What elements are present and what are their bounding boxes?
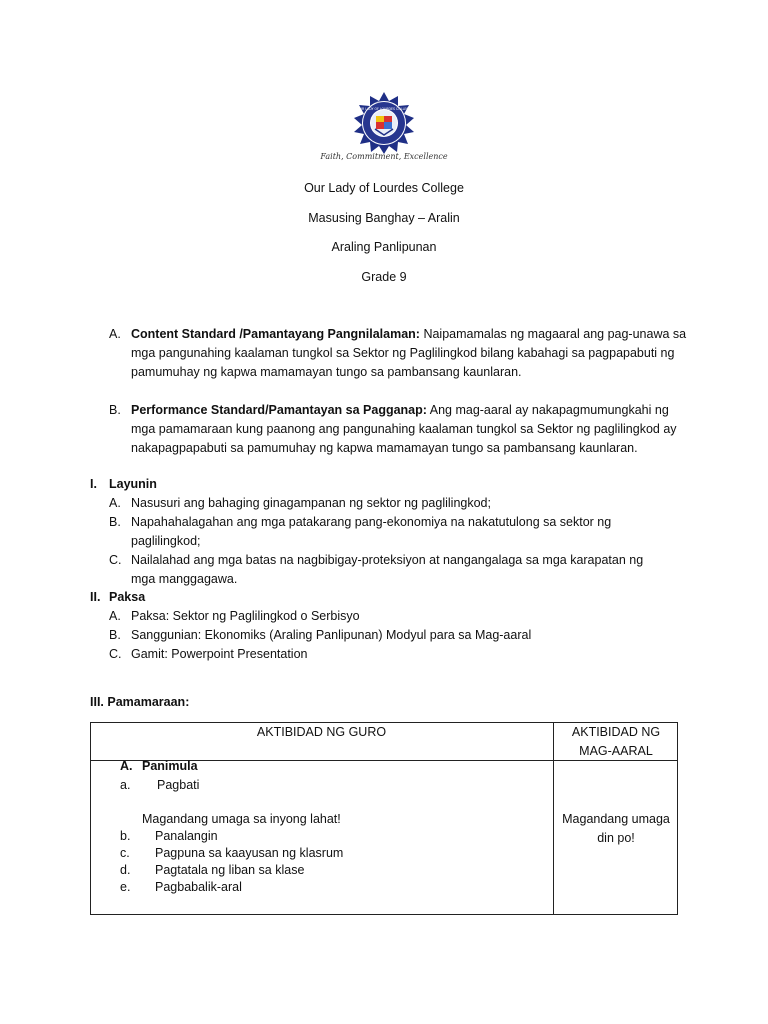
performance-standard-label: Performance Standard/Pamantayan sa Pagganap: [131, 403, 427, 417]
paksa-marker: II. [90, 590, 101, 604]
step-item: Pagpuna sa kaayusan ng klasrum [155, 846, 344, 860]
student-response-line-1: Magandang umaga [562, 812, 670, 826]
student-response-line-2: din po! [597, 831, 635, 845]
column-header-magaaral [554, 723, 678, 761]
layunin-heading: Layunin [109, 477, 157, 491]
column-header-magaaral-line-1: AKTIBIDAD NG [571, 725, 661, 739]
panimula-marker: A. [120, 759, 133, 773]
panimula-heading: Panimula [142, 759, 198, 773]
layunin-item-line: Napahahalagahan ang mga patakarang pang-ekonomiya na nakatutulong sa sektor ng [131, 515, 612, 529]
layunin-item-marker: C. [109, 553, 122, 567]
layunin-item [131, 513, 691, 551]
layunin-marker: I. [90, 477, 97, 491]
student-response [554, 810, 678, 848]
paksa-heading: Paksa [109, 590, 146, 604]
pagbati-label: Pagbati [157, 778, 200, 792]
layunin-item [131, 494, 691, 513]
step-item: Pagtatala ng liban sa klase [155, 863, 305, 877]
standard-a-marker: A. [109, 327, 121, 341]
grade-level: Grade 9 [361, 270, 407, 284]
school-seal-icon [338, 92, 430, 154]
content-standard-line-3: pamumuhay ng kapwa mamamayan tungo sa pambansang kaunlaran. [131, 365, 522, 379]
content-standard-label: Content Standard /Pamantayang Pangnilalaman: [131, 327, 420, 341]
performance-standard-line-2: mga pamamaraan kung paanong ang pangunahing kaalaman tungkol sa Sektor ng paglilingkod ay [131, 422, 677, 436]
pagbati-marker: a. [120, 778, 131, 792]
performance-standard-line-3: nakapagpapabuti sa pamumuhay ng kapwa mamamayan tungo sa pambansang kaunlaran. [131, 441, 638, 455]
content-standard-line-2: mga pangunahing kaalaman tungkol sa Sektor ng Paglilingkod bilang kabahagi sa pagpapabuti ng [131, 346, 675, 360]
content-standard [131, 325, 691, 382]
paksa-item: Paksa: Sektor ng Paglilingkod o Serbisyo [131, 609, 360, 623]
content-standard-line-1: Naipamamalas ng magaaral ang pag-unawa sa [423, 327, 687, 341]
step-marker: c. [120, 846, 130, 860]
pamamaraan-heading: III. Pamamaraan: [90, 695, 190, 709]
standard-b-marker: B. [109, 403, 121, 417]
step-marker: b. [120, 829, 131, 843]
paksa-item-marker: A. [109, 609, 121, 623]
performance-standard [131, 401, 691, 458]
paksa-item-marker: B. [109, 628, 121, 642]
layunin-item-marker: A. [109, 496, 121, 510]
paksa-item: Gamit: Powerpoint Presentation [131, 647, 308, 661]
teacher-greeting: Magandang umaga sa inyong lahat! [142, 812, 341, 826]
layunin-item-marker: B. [109, 515, 121, 529]
paksa-item: Sanggunian: Ekonomiks (Araling Panlipunan) Modyul para sa Mag-aaral [131, 628, 532, 642]
step-item: Panalangin [155, 829, 218, 843]
layunin-item-line: mga manggagawa. [131, 572, 238, 586]
layunin-item-line: Nailalahad ang mga batas na nagbibigay-proteksiyon at nangangalaga sa mga karapatan ng [131, 553, 644, 567]
paksa-item-marker: C. [109, 647, 122, 661]
step-item: Pagbabalik-aral [155, 880, 242, 894]
column-header-magaaral-line-2: MAG-AARAL [579, 744, 653, 758]
layunin-item-line: paglilingkod; [131, 534, 201, 548]
document-type: Masusing Banghay – Aralin [308, 211, 460, 225]
column-header-guro: AKTIBIDAD NG GURO [256, 725, 387, 739]
layunin-item-line: Nasusuri ang bahaging ginagampanan ng sektor ng paglilingkod; [131, 496, 491, 510]
step-marker: d. [120, 863, 131, 877]
layunin-item [131, 551, 691, 589]
performance-standard-line-1: Ang mag-aaral ay nakapagmumungkahi ng [429, 403, 669, 417]
subject-title: Araling Panlipunan [331, 240, 437, 254]
logo-motto: Faith, Commitment, Excellence [320, 152, 448, 161]
school-name: Our Lady of Lourdes College [304, 181, 464, 195]
step-marker: e. [120, 880, 131, 894]
logo-text: OUR LADY OF LOURDES COLLEGE [357, 107, 411, 111]
